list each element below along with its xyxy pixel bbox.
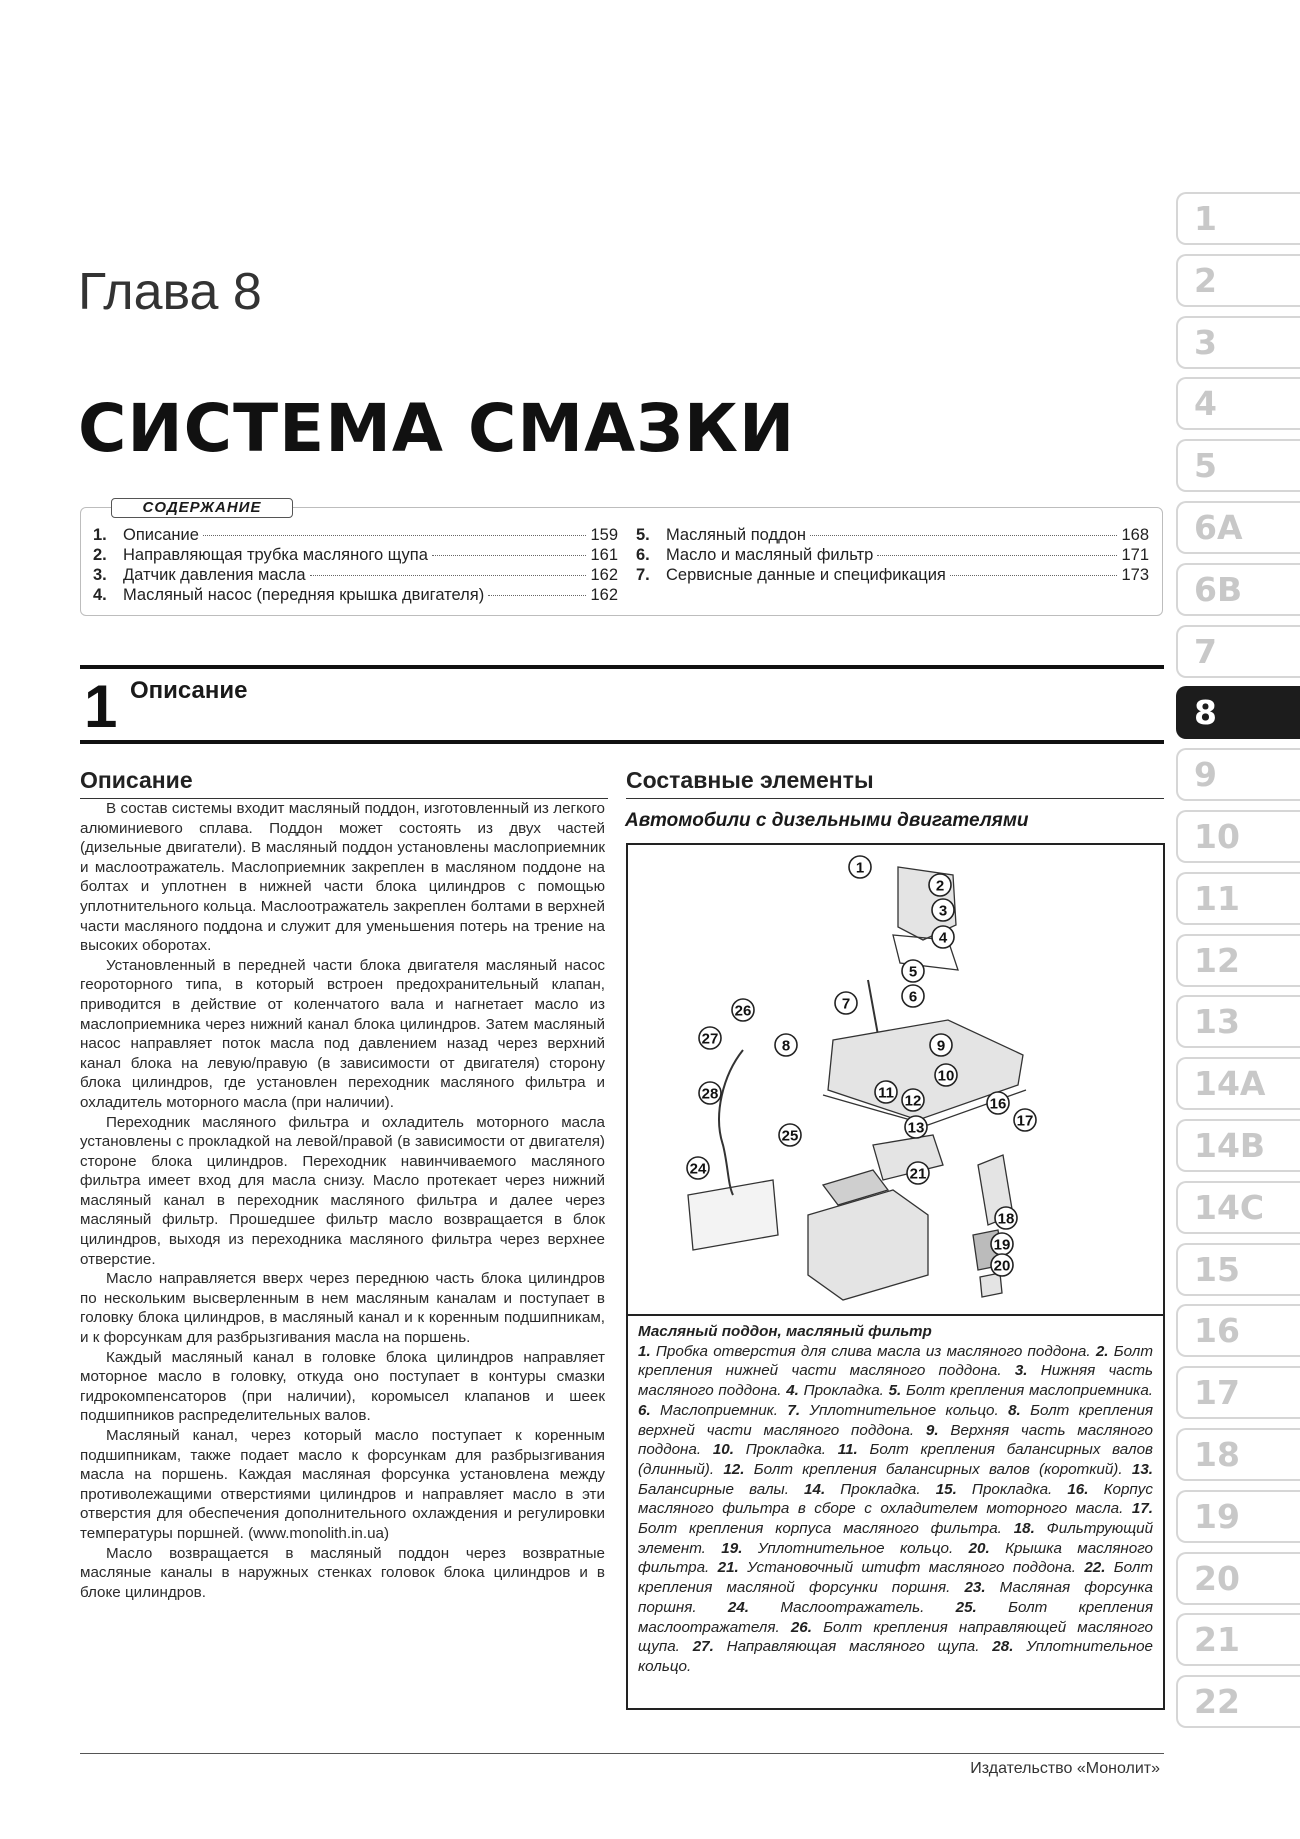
callout-16 [987,1092,1009,1114]
caption-item-text: Прокладка. [733,1441,838,1459]
caption-item-number: 28. [992,1638,1014,1656]
toc-entry-page: 168 [1121,526,1149,544]
callout-28 [699,1082,721,1104]
callout-13 [905,1116,927,1138]
caption-item-text: Направляющая масляного щупа. [713,1638,993,1656]
toc-entry-title: Сервисные данные и спецификация [666,566,946,584]
toc-entry [636,546,1149,566]
caption-item-text: Установочный штифт масляного поддона. [738,1559,1085,1577]
chapter-tab-8[interactable]: 8 [1176,686,1300,739]
chapter-tab-15[interactable]: 15 [1176,1243,1300,1296]
chapter-tab-14b[interactable]: 14B [1176,1119,1300,1172]
caption-item-number: 17. [1131,1500,1153,1518]
callout-27 [699,1027,721,1049]
chapter-tab-7[interactable]: 7 [1176,625,1300,678]
caption-item-text: Уплотнительное кольцо. [638,1638,1153,1675]
caption-item-number: 20. [968,1539,990,1557]
svg-text:25: 25 [781,1127,799,1145]
callout-8 [775,1034,797,1056]
svg-text:2: 2 [935,877,945,895]
caption-item-text: Прокладка. [798,1382,889,1400]
caption-item-number: 26. [790,1618,812,1636]
callout-4 [932,926,954,948]
caption-item-text: Крышка масляного фильтра. [638,1539,1153,1577]
callout-3 [932,899,954,921]
svg-text:21: 21 [909,1165,927,1183]
svg-text:5: 5 [908,963,918,981]
callout-10 [935,1064,957,1086]
figure-box [626,843,1165,1710]
dipstick-guide [719,1050,743,1195]
table-of-contents [80,499,1163,616]
toc-entry [636,566,1149,586]
svg-text:4: 4 [938,929,948,947]
toc-entry-title: Масло и масляный фильтр [666,546,874,564]
callout-5 [902,960,924,982]
section-rule-top [80,665,1164,669]
section-rule-bottom [80,740,1164,744]
caption-item-text: Маслоотражатель. [749,1598,956,1616]
body-paragraph: Масло направляется вверх через переднюю часть блока цилиндров по нескольким высверленным в нем масляным каналам и поступает в головку блока цилиндров, в масляный канал и к коренным подшипникам, и к форсункам для разбрызгивания масла на поршень. [80,1270,605,1347]
toc-entry [93,546,618,566]
toc-entry-number: 5. [636,526,650,544]
chapter-tab-11[interactable]: 11 [1176,872,1300,925]
svg-text:27: 27 [701,1030,719,1048]
body-paragraph: Масло возвращается в масляный поддон через возвратные масляные каналы в наружных стенках головок блока цилиндров и в блоке цилиндров. [80,1544,605,1601]
callout-24 [687,1157,709,1179]
toc-leader-dots [950,575,1118,576]
right-column-underline [626,798,1164,799]
caption-item-number: 1. [638,1342,651,1360]
engine-block [808,1190,928,1300]
toc-entry-number: 4. [93,586,107,604]
callout-2 [929,874,951,896]
engine-lubrication-diagram [628,845,1163,1314]
footer-rule [80,1753,1164,1754]
caption-item-number: 21. [717,1559,739,1577]
caption-item-text: Болт крепления нижней части масляного поддона. [638,1342,1153,1380]
svg-text:11: 11 [878,1084,894,1102]
caption-item-number: 25. [955,1598,977,1616]
section-title: Описание [130,677,248,704]
toc-entry [93,526,618,546]
toc-entry-number: 7. [636,566,650,584]
callout-9 [930,1034,952,1056]
caption-item-text: Масляная форсунка поршня. [638,1579,1153,1616]
body-paragraph: Переходник масляного фильтра и охладитель моторного масла установлены с прокладкой на левой/правой (в зависимости от двигателя) стороне блока цилиндров. Переходник навинчиваемого масляного фильтра имеет вход для масла снизу. Масло протекает через нижний масляный канал в переходник масляного фильтра и далее через масляный фильтр. Прошедшее фильтр масло возвращается в блок цилиндров, выходя из переходника масляного фильтра через верхнее отверстие. [80,1113,605,1268]
svg-text:28: 28 [701,1085,719,1103]
callout-17 [1014,1109,1036,1131]
toc-left-column [93,526,618,606]
chapter-tab-3[interactable]: 3 [1176,316,1300,369]
chapter-tab-14a[interactable]: 14A [1176,1057,1300,1110]
toc-entry [93,566,618,586]
toc-entry-number: 2. [93,546,107,564]
toc-leader-dots [310,575,587,576]
toc-entry-page: 162 [590,586,618,604]
svg-text:13: 13 [907,1119,925,1137]
chapter-tab-13[interactable]: 13 [1176,995,1300,1048]
caption-item-number: 4. [786,1382,799,1400]
caption-item-text: Верхняя часть масляного поддона. [638,1421,1153,1459]
svg-text:9: 9 [936,1037,946,1055]
caption-item-number: 23. [964,1579,986,1597]
chapter-tab-19[interactable]: 19 [1176,1490,1300,1543]
caption-item-number: 13. [1131,1460,1153,1478]
caption-item-number: 22. [1084,1559,1106,1577]
caption-title: Масляный поддон, масляный фильтр [638,1323,932,1340]
callout-6 [902,985,924,1007]
diagram-subtitle: Автомобили с дизельными двигателями [625,810,1029,831]
caption-item-number: 9. [925,1421,939,1439]
caption-item-text: Пробка отверстия для слива масла из масляного поддона. [650,1342,1096,1360]
description-text [80,799,605,1602]
svg-text:3: 3 [938,902,948,920]
toc-leader-dots [488,595,586,596]
caption-item-text: Болт крепления балансирных валов (короткий). [744,1460,1132,1478]
toc-entry-title: Описание [123,526,199,544]
caption-item-text: Прокладка. [956,1480,1068,1498]
caption-item-number: 14. [804,1480,826,1498]
chapter-tab-22[interactable]: 22 [1176,1675,1300,1728]
svg-text:8: 8 [781,1037,791,1055]
chapter-tab-4[interactable]: 4 [1176,377,1300,430]
body-paragraph: Масляный канал, через который масло поступает к коренным подшипникам, также подает масло к форсункам для разбрызгивания масла на поршень. Каждая масляная форсунка установлена между противолежащими отверстиями цилиндров и направляет масло в эти отверстия для обеспечения дополнительного охлаждения и регулировки температуры поршней. (www.monolith.in.ua) [80,1427,605,1542]
caption-item-number: 2. [1095,1342,1109,1360]
chapter-tab-10[interactable]: 10 [1176,810,1300,863]
caption-item-number: 11. [837,1441,858,1459]
toc-entry-page: 159 [590,526,618,544]
caption-item-text: Уплотнительное кольцо. [800,1401,1009,1419]
svg-text:12: 12 [904,1092,922,1110]
caption-item-text: Прокладка. [825,1480,936,1498]
chapter-tab-16[interactable]: 16 [1176,1304,1300,1357]
caption-item-text: Нижняя часть масляного поддона. [638,1362,1153,1400]
caption-item-text: Уплотнительное кольцо. [742,1539,969,1557]
toc-entry-page: 171 [1121,546,1149,564]
svg-text:16: 16 [989,1095,1007,1113]
right-column-title: Составные элементы [626,767,874,793]
toc-entry-number: 3. [93,566,107,584]
toc-leader-dots [810,535,1117,536]
caption-item-number: 10. [712,1441,734,1459]
caption-item-number: 3. [1014,1362,1028,1380]
toc-entry [93,586,618,606]
chapter-title: СИСТЕМА СМАЗКИ [78,390,796,467]
callout-12 [902,1089,924,1111]
section-number: 1 [84,673,118,740]
body-paragraph: Установленный в передней части блока двигателя масляный насос геороторного типа, в который встроен предохранительный клапан, приводится в действие от коленчатого вала и нагнетает масло из маслоприемника через нижний канал блока цилиндров. Затем масляный насос направляет поток масла под давлением назад через верхний канал блока на левую/правую (в зависимости от двигателя) сторону блока цилиндров, где установлен переходник масляного фильтра и охладитель моторного масла (при наличии). [80,956,605,1111]
caption-item-text: Болт крепления верхней части масляного поддона. [638,1401,1153,1439]
callout-11 [875,1081,897,1103]
caption-item-number: 16. [1067,1480,1089,1498]
baffle-inset [688,1180,778,1250]
chapter-tab-6b[interactable]: 6B [1176,563,1300,616]
callout-7 [835,992,857,1014]
chapter-tabs [1176,192,1300,1737]
caption-item-number: 8. [1008,1401,1021,1419]
toc-entry-title: Направляющая трубка масляного щупа [123,546,428,564]
figure-caption [638,1322,1153,1677]
chapter-tab-17[interactable]: 17 [1176,1366,1300,1419]
callout-20 [991,1254,1013,1276]
caption-item-text: Болт крепления маслоотражателя. [638,1598,1153,1636]
toc-entry-page: 162 [590,566,618,584]
left-column-title: Описание [80,767,193,793]
chapter-tab-18[interactable]: 18 [1176,1428,1300,1481]
caption-item-text: Балансирные валы. [638,1480,805,1498]
caption-item-number: 6. [638,1401,651,1419]
svg-text:1: 1 [855,859,865,877]
caption-item-number: 24. [727,1598,750,1616]
caption-item-text: Болт крепления корпуса масляного фильтра. [638,1520,1014,1538]
svg-text:20: 20 [993,1257,1011,1275]
chapter-tab-2[interactable]: 2 [1176,254,1300,307]
toc-entry-page: 173 [1121,566,1149,584]
toc-leader-dots [877,555,1117,556]
filter-cap [980,1273,1002,1297]
exploded-diagram [628,845,1163,1316]
callout-18 [995,1207,1017,1229]
svg-text:7: 7 [841,995,851,1013]
caption-item-number: 19. [721,1539,743,1557]
chapter-tab-9[interactable]: 9 [1176,748,1300,801]
publisher-footer: Издательство «Монолит» [970,1760,1160,1777]
body-paragraph: Каждый масляный канал в головке блока цилиндров направляет моторное масло в головку, откуда оно поступает в контуры смазки гидрокомпенсаторов (при наличии), коромысел клапанов и шеек подшипников распределительных валов. [80,1348,605,1425]
svg-text:10: 10 [937,1067,955,1085]
chapter-label: Глава 8 [78,263,262,321]
chapter-tab-20[interactable]: 20 [1176,1552,1300,1605]
toc-entry-title: Датчик давления масла [123,566,306,584]
callout-25 [779,1124,801,1146]
toc-entry-number: 6. [636,546,650,564]
caption-item-text: Болт крепления масляной форсунки поршня. [638,1559,1154,1597]
svg-text:26: 26 [734,1002,752,1020]
toc-entry [636,526,1149,546]
svg-text:17: 17 [1016,1112,1034,1130]
caption-item-text: Болт крепления направляющей масляного щупа. [638,1618,1153,1656]
chapter-tab-12[interactable]: 12 [1176,934,1300,987]
caption-item-number: 7. [787,1401,801,1419]
chapter-tab-14c[interactable]: 14C [1176,1181,1300,1234]
toc-heading: СОДЕРЖАНИЕ [111,498,293,518]
svg-text:19: 19 [993,1236,1011,1254]
toc-entry-number: 1. [93,526,107,544]
caption-item-number: 12. [723,1460,745,1478]
toc-entry-title: Масляный насос (передняя крышка двигателя) [123,586,485,604]
caption-item-number: 18. [1013,1520,1035,1538]
body-paragraph: В состав системы входит масляный поддон, изготовленный из легкого алюминиевого сплава. Поддон может состоять из двух частей (дизельные двигатели). В масляный поддон установлены маслоприемник и маслоотражатель. Маслоприемник закреплен в масляном поддоне на болтах и уплотнен в нижней части блока цилиндров с помощью уплотнительного кольца. Маслоотражатель закреплен болтами в верхней части масляного поддона и служит для уменьшения потерь на трение на высоких оборотах. [80,800,605,955]
callout-1 [849,856,871,878]
svg-text:6: 6 [908,988,918,1006]
chapter-tab-5[interactable]: 5 [1176,439,1300,492]
svg-text:18: 18 [997,1210,1015,1228]
callout-26 [732,999,754,1021]
toc-leader-dots [203,535,587,536]
caption-item-text: Маслоприемник. [650,1401,788,1419]
caption-item-text: Болт крепления балансирных валов (длинный). [638,1441,1153,1478]
callout-21 [907,1162,929,1184]
chapter-tab-1[interactable]: 1 [1176,192,1300,245]
caption-item-number: 5. [888,1382,902,1400]
caption-item-text: Фильтрующий элемент. [638,1520,1154,1557]
svg-text:24: 24 [689,1160,707,1178]
caption-item-text: Корпус масляного фильтра в сборе с охладителем моторного масла. [638,1480,1153,1518]
toc-entry-page: 161 [590,546,618,564]
caption-item-text: Болт крепления маслоприемника. [901,1382,1153,1400]
callout-19 [991,1233,1013,1255]
toc-leader-dots [432,555,587,556]
chapter-tab-6a[interactable]: 6A [1176,501,1300,554]
toc-right-column [636,526,1149,586]
caption-item-number: 15. [935,1480,957,1498]
caption-item-number: 27. [692,1638,714,1656]
chapter-tab-21[interactable]: 21 [1176,1613,1300,1666]
toc-entry-title: Масляный поддон [666,526,806,544]
